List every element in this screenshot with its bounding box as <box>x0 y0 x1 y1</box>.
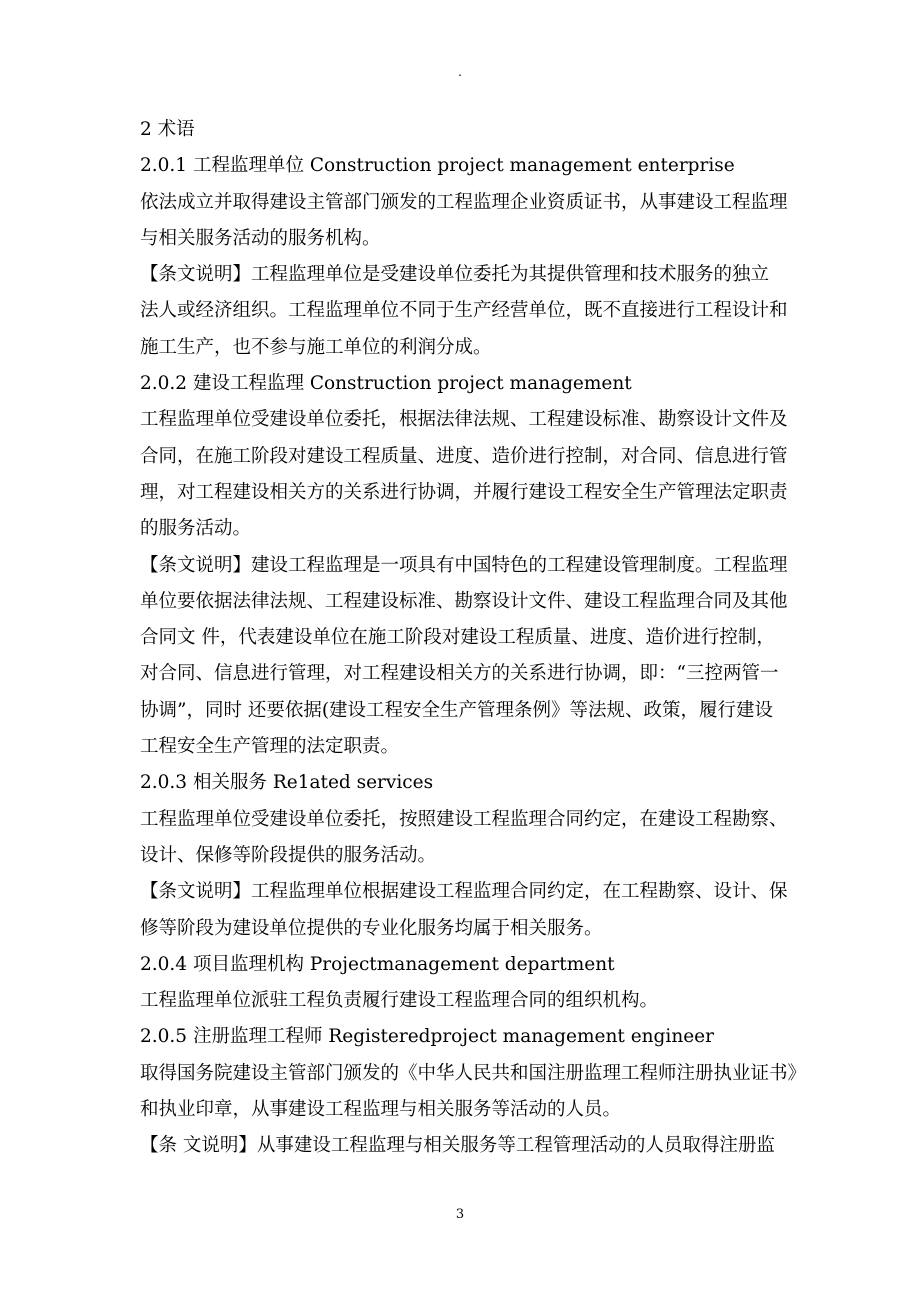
term-heading-2-0-3: 2.0.3 相关服务 Re1ated services <box>140 772 434 794</box>
explanation-line: 对合同、信息进行管理，对工程建设相关方的关系进行协调，即：“三控两管一 <box>140 663 779 685</box>
paragraph-line: 与相关服务活动的服务机构。 <box>140 227 381 249</box>
paragraph-line: 和执业印章，从事建设工程监理与相关服务等活动的人员。 <box>140 1099 622 1121</box>
explanation-line: 【条 文说明】从事建设工程监理与相关服务等工程管理活动的人员取得注册监 <box>140 1135 775 1157</box>
explanation-line: 【条文说明】工程监理单位根据建设工程监理合同约定，在工程勘察、设计、保 <box>140 881 788 903</box>
section-heading: 2 术语 <box>140 119 195 140</box>
explanation-line: 工程安全生产管理的法定职责。 <box>140 736 400 758</box>
paragraph-line: 设计、保修等阶段提供的服务活动。 <box>140 844 437 866</box>
paragraph-line: 依法成立并取得建设主管部门颁发的工程监理企业资质证书，从事建设工程监理 <box>140 191 788 213</box>
term-heading-2-0-1: 2.0.1 工程监理单位 Construction project management enterprise <box>140 155 735 177</box>
explanation-line: 施工生产，也不参与施工单位的利润分成。 <box>140 336 492 358</box>
paragraph-line: 工程监理单位受建设单位委托，按照建设工程监理合同约定，在建设工程勘察、 <box>140 808 788 830</box>
paragraph-line: 理，对工程建设相关方的关系进行协调，并履行建设工程安全生产管理法定职责 <box>140 481 788 503</box>
explanation-line: 【条文说明】工程监理单位是受建设单位委托为其提供管理和技术服务的独立 <box>140 264 770 286</box>
term-heading-2-0-2: 2.0.2 建设工程监理 Construction project management <box>140 373 632 395</box>
paragraph-line: 取得国务院建设主管部门颁发的《中华人民共和国注册监理工程师注册执业证书》 <box>140 1062 807 1084</box>
term-heading-2-0-5: 2.0.5 注册监理工程师 Registeredproject management engineer <box>140 1026 714 1048</box>
explanation-line: 修等阶段为建设单位提供的专业化服务均属于相关服务。 <box>140 917 603 939</box>
paragraph-line: 合同，在施工阶段对建设工程质量、进度、造价进行控制，对合同、信息进行管 <box>140 445 788 467</box>
term-heading-2-0-4: 2.0.4 项目监理机构 Projectmanagement department <box>140 953 615 975</box>
paragraph-line: 的服务活动。 <box>140 518 252 540</box>
explanation-line: 【条文说明】建设工程监理是一项具有中国特色的工程建设管理制度。工程监理 <box>140 554 788 576</box>
explanation-line: 法人或经济组织。工程监理单位不同于生产经营单位，既不直接进行工程设计和 <box>140 300 788 322</box>
explanation-line: 单位要依据法律法规、工程建设标准、勘察设计文件、建设工程监理合同及其他 <box>140 590 788 612</box>
paragraph-line: 工程监理单位派驻工程负责履行建设工程监理合同的组织机构。 <box>140 990 659 1012</box>
paragraph-line: 工程监理单位受建设单位委托，根据法律法规、工程建设标准、勘察设计文件及 <box>140 409 788 431</box>
page-number: 3 <box>455 1207 465 1222</box>
explanation-line: 协调”，同时 还要依据(建设工程安全生产管理条例》等法规、政策，履行建设 <box>140 699 774 721</box>
explanation-line: 合同文 件，代表建设单位在施工阶段对建设工程质量、进度、造价进行控制， <box>140 627 775 649</box>
body-text <box>140 112 807 1165</box>
header-mark: . <box>458 65 462 79</box>
